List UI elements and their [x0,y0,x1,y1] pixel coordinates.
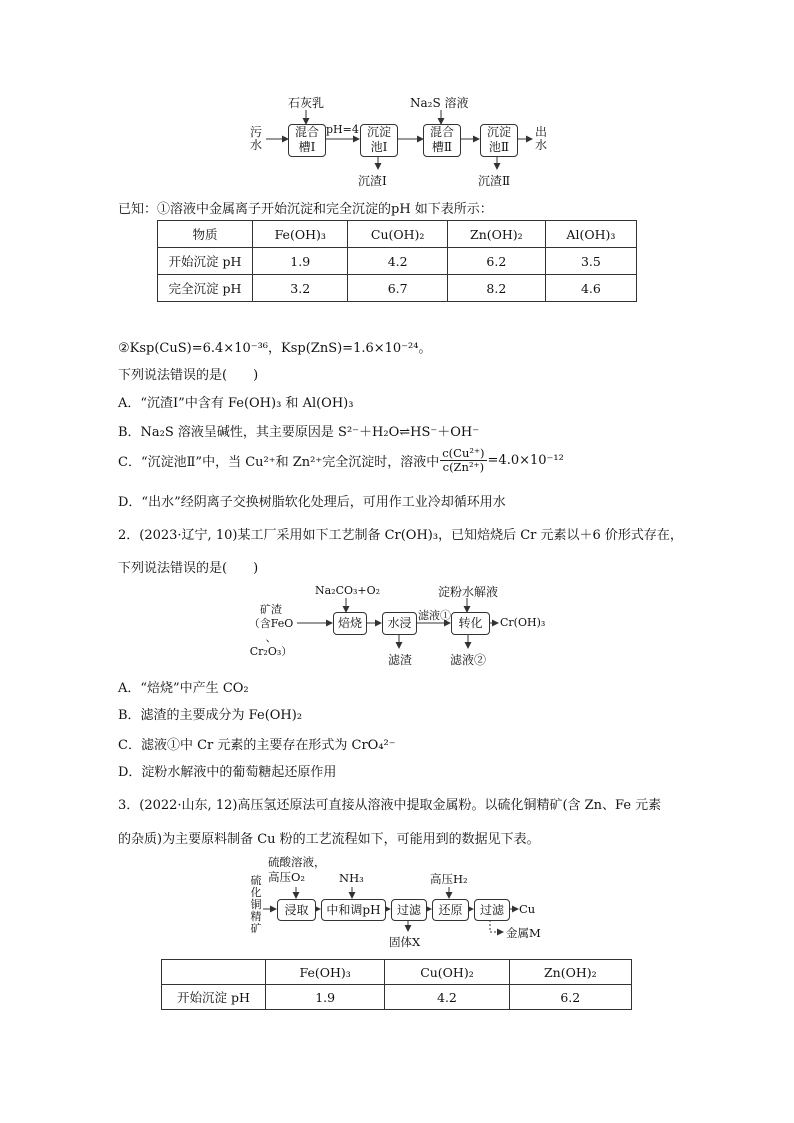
flow2-source: 矿渣 （含FeO 、 Cr₂O₃） [248,603,294,658]
flow1-settling-tank-1: 沉淀 池Ⅰ [360,124,398,157]
flow1-input-lime: 石灰乳 [288,96,325,110]
flow3-input-nh3: NH₃ [339,871,364,885]
q1-option-b[interactable]: B．Na₂S 溶液呈碱性，其主要原因是 S²⁻＋H₂O⇌HS⁻＋OH⁻ [118,425,480,440]
flow3-input-h2: 高压H₂ [430,872,468,886]
q2-option-a[interactable]: A．“焙烧”中产生 CO₂ [118,681,249,696]
flow3-leach-box: 浸取 [277,899,316,921]
flow1-residue-1: 沉渣Ⅰ [358,174,387,188]
table-row: 完全沉淀 pH 3.2 6.7 8.2 4.6 [158,275,637,302]
flow2-filtrate-1-label: 滤液① [418,609,451,622]
table-header-row: Fe(OH)₃ Cu(OH)₂ Zn(OH)₂ [162,960,632,985]
flow1-mix-tank-1: 混合 槽Ⅰ [288,124,326,157]
q1-option-d[interactable]: D．“出水”经阴离子交换树脂软化处理后，可用作工业冷却循环用水 [118,495,506,510]
fraction-numerator: c(Cu²⁺) [442,446,485,460]
flow1-ph-label: pH=4 [326,123,359,136]
q2-option-b[interactable]: B．滤渣的主要成分为 Fe(OH)₂ [118,708,303,723]
table-row: 开始沉淀 pH 1.9 4.2 6.2 3.5 [158,248,637,275]
q3-ph-table [161,959,632,1010]
q2-option-d[interactable]: D．淀粉水解液中的葡萄糖起还原作用 [118,765,337,780]
q2-stem-line-2: 下列说法错误的是( ) [118,561,259,576]
flow3-filter-box-1: 过滤 [391,899,427,921]
flow2-leaching-box: 水浸 [382,612,417,635]
q1-option-a[interactable]: A．“沉渣Ⅰ”中含有 Fe(OH)₃ 和 Al(OH)₃ [118,396,354,411]
q3-stem-line-2: 的杂质)为主要原料制备 Cu 粉的工艺流程如下，可能用到的数据见下表。 [118,832,540,847]
flow1-sink: 出 水 [534,125,547,152]
flow2-residue: 滤渣 [388,653,413,667]
flow1-settling-tank-2: 沉淀 池Ⅱ [480,124,518,157]
flow3-product: Cu [519,902,536,916]
q1-question: 下列说法错误的是( ) [118,368,259,383]
q1-option-c-suffix: =4.0×10⁻¹² [487,453,564,468]
q1-option-c-prefix: C．“沉淀池Ⅱ”中，当 Cu²⁺和 Zn²⁺完全沉淀时，溶液中 [118,455,440,470]
flow1-residue-2: 沉渣Ⅱ [478,174,511,188]
flow2-conversion-box: 转化 [451,612,490,635]
flow2-roasting-box: 焙烧 [333,612,367,635]
flow3-solid-x: 固体X [389,935,421,949]
q3-stem-line-1: 3．(2022·山东, 12)高压氢还原法可直接从溶液中提取金属粉。以硫化铜精矿(含 Zn、Fe 元素 [118,798,662,813]
q1-ph-table [157,220,637,302]
q1-option-c-fraction [440,447,486,474]
q2-stem-line-1: 2．(2023·辽宁, 10)某工厂采用如下工艺制备 Cr(OH)₃，已知焙烧后 Cr 元素以＋6 价形式存在， [118,528,683,543]
flow2-input-na2co3: Na₂CO₃+O₂ [315,584,381,597]
flow3-filter-box-2: 过滤 [474,899,510,921]
flow3-metal-m: 金属M [506,926,541,940]
flow2-filtrate-2: 滤液② [450,653,487,667]
flow3-source: 硫 化 铜 精 矿 [250,874,262,935]
flow1-mix-tank-2: 混合 槽Ⅱ [423,124,461,157]
flow2-product: Cr(OH)₃ [500,616,546,629]
flow3-reduce-box: 还原 [432,899,469,921]
fraction-denominator: c(Zn²⁺) [442,460,485,474]
flow1-source: 污 水 [249,125,262,152]
table-row: 开始沉淀 pH 1.9 4.2 6.2 [162,985,632,1010]
q1-option-c[interactable] [118,447,564,474]
flow3-input-acid: 硫酸溶液， 高压O₂ [268,855,326,884]
table-header-row: 物质 Fe(OH)₃ Cu(OH)₂ Zn(OH)₂ Al(OH)₃ [158,221,637,248]
q1-known-ksp: ②Ksp(CuS)=6.4×10⁻³⁶，Ksp(ZnS)=1.6×10⁻²⁴。 [118,341,432,356]
q1-known-intro: 已知：①溶液中金属离子开始沉淀和完全沉淀的pH 如下表所示： [118,202,493,217]
flow2-input-starch: 淀粉水解液 [438,585,499,599]
flow3-neutralize-box: 中和调pH [321,899,386,921]
q2-option-c[interactable]: C．滤液①中 Cr 元素的主要存在形式为 CrO₄²⁻ [118,738,396,753]
flow1-input-na2s: Na₂S 溶液 [410,96,469,110]
